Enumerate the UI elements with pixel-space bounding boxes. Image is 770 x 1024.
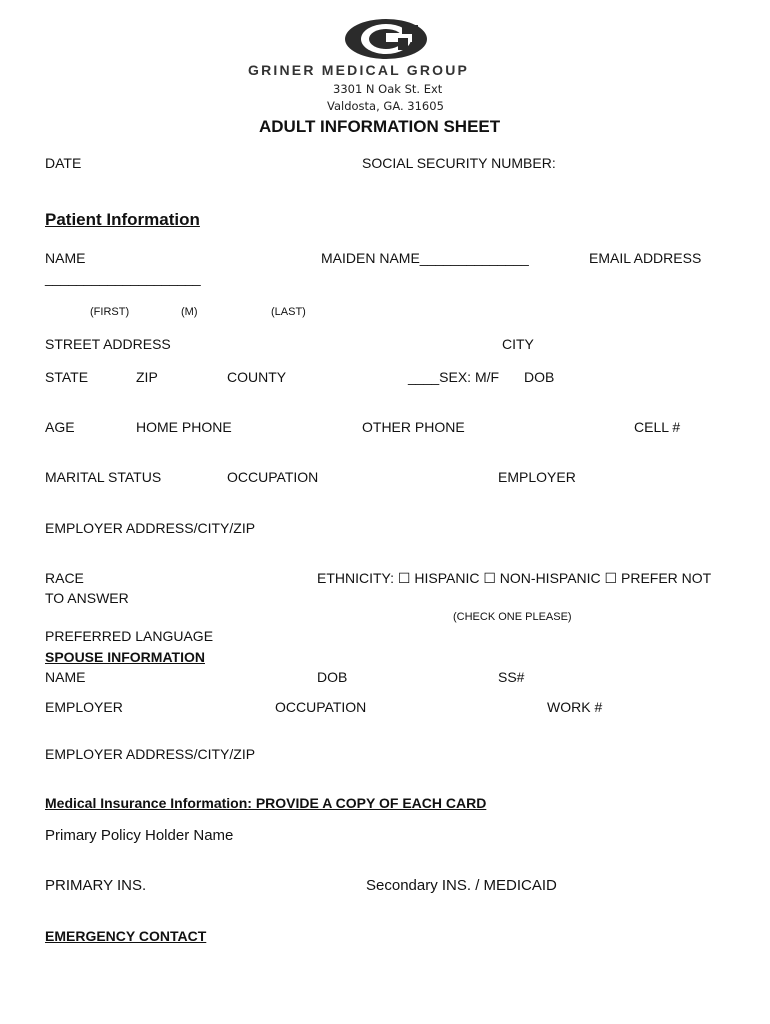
prefer-not-checkbox[interactable]: ☐	[604, 570, 618, 586]
prefer-not-label: PREFER NOT	[621, 570, 712, 586]
non-hispanic-checkbox[interactable]: ☐	[483, 570, 496, 586]
page-title: ADULT INFORMATION SHEET	[259, 117, 501, 136]
spouse-info-heading: SPOUSE INFORMATION	[45, 649, 205, 665]
griner-g-logo-icon	[344, 18, 428, 60]
non-hispanic-label: NON-HISPANIC	[499, 570, 601, 586]
address-line-2: Valdosta, GA. 31605	[327, 99, 444, 113]
policy-holder-label: Primary Policy Holder Name	[45, 827, 234, 844]
marital-status-label: MARITAL STATUS	[45, 469, 162, 485]
street-address-label: STREET ADDRESS	[45, 336, 171, 352]
hispanic-label: HISPANIC	[414, 570, 480, 586]
patient-info-heading: Patient Information	[45, 210, 200, 229]
city-label: CITY	[502, 336, 534, 352]
secondary-ins-label: Secondary INS. / MEDICAID	[366, 877, 557, 894]
org-name: GRINER MEDICAL GROUP	[248, 62, 470, 78]
zip-label: ZIP	[136, 369, 158, 385]
cell-label: CELL #	[634, 419, 681, 435]
state-label: STATE	[45, 369, 89, 385]
occupation-label: OCCUPATION	[227, 469, 319, 485]
spouse-dob-label: DOB	[317, 669, 348, 685]
spouse-employer-address-label: EMPLOYER ADDRESS/CITY/ZIP	[45, 746, 256, 762]
age-label: AGE	[45, 419, 75, 435]
spouse-ss-label: SS#	[498, 669, 525, 685]
ssn-label: SOCIAL SECURITY NUMBER:	[362, 155, 556, 171]
name-underline: ____________________	[45, 270, 201, 286]
preferred-language-label: PREFERRED LANGUAGE	[45, 628, 214, 644]
county-label: COUNTY	[227, 369, 287, 385]
check-one-hint: (CHECK ONE PLEASE)	[453, 611, 572, 623]
spouse-name-label: NAME	[45, 669, 86, 685]
middle-name-hint: (M)	[181, 306, 198, 318]
hispanic-checkbox[interactable]: ☐	[397, 570, 411, 586]
maiden-name-label: MAIDEN NAME______________	[321, 250, 529, 266]
first-name-hint: (FIRST)	[90, 306, 130, 318]
ethnicity-row	[317, 570, 711, 587]
other-phone-label: OTHER PHONE	[362, 419, 465, 435]
insurance-heading: Medical Insurance Information: PROVIDE A COPY OF EACH CARD	[45, 795, 487, 811]
email-label: EMAIL ADDRESS	[589, 250, 702, 266]
primary-ins-label: PRIMARY INS.	[45, 877, 147, 894]
address-line-1: 3301 N Oak St. Ext	[333, 82, 443, 96]
spouse-work-label: WORK #	[547, 699, 603, 715]
emergency-contact-heading: EMERGENCY CONTACT	[45, 928, 207, 944]
race-label: RACE	[45, 570, 84, 586]
employer-label: EMPLOYER	[498, 469, 576, 485]
home-phone-label: HOME PHONE	[136, 419, 232, 435]
last-name-hint: (LAST)	[271, 306, 306, 318]
ethnicity-label: ETHNICITY:	[317, 570, 395, 586]
spouse-occupation-label: OCCUPATION	[275, 699, 367, 715]
spouse-employer-label: EMPLOYER	[45, 699, 123, 715]
to-answer-label: TO ANSWER	[45, 590, 129, 606]
date-label: DATE	[45, 155, 82, 171]
patient-name-label: NAME	[45, 250, 86, 266]
sex-label: ____SEX: M/F	[408, 369, 500, 385]
dob-label: DOB	[524, 369, 555, 385]
employer-address-label: EMPLOYER ADDRESS/CITY/ZIP	[45, 520, 256, 536]
